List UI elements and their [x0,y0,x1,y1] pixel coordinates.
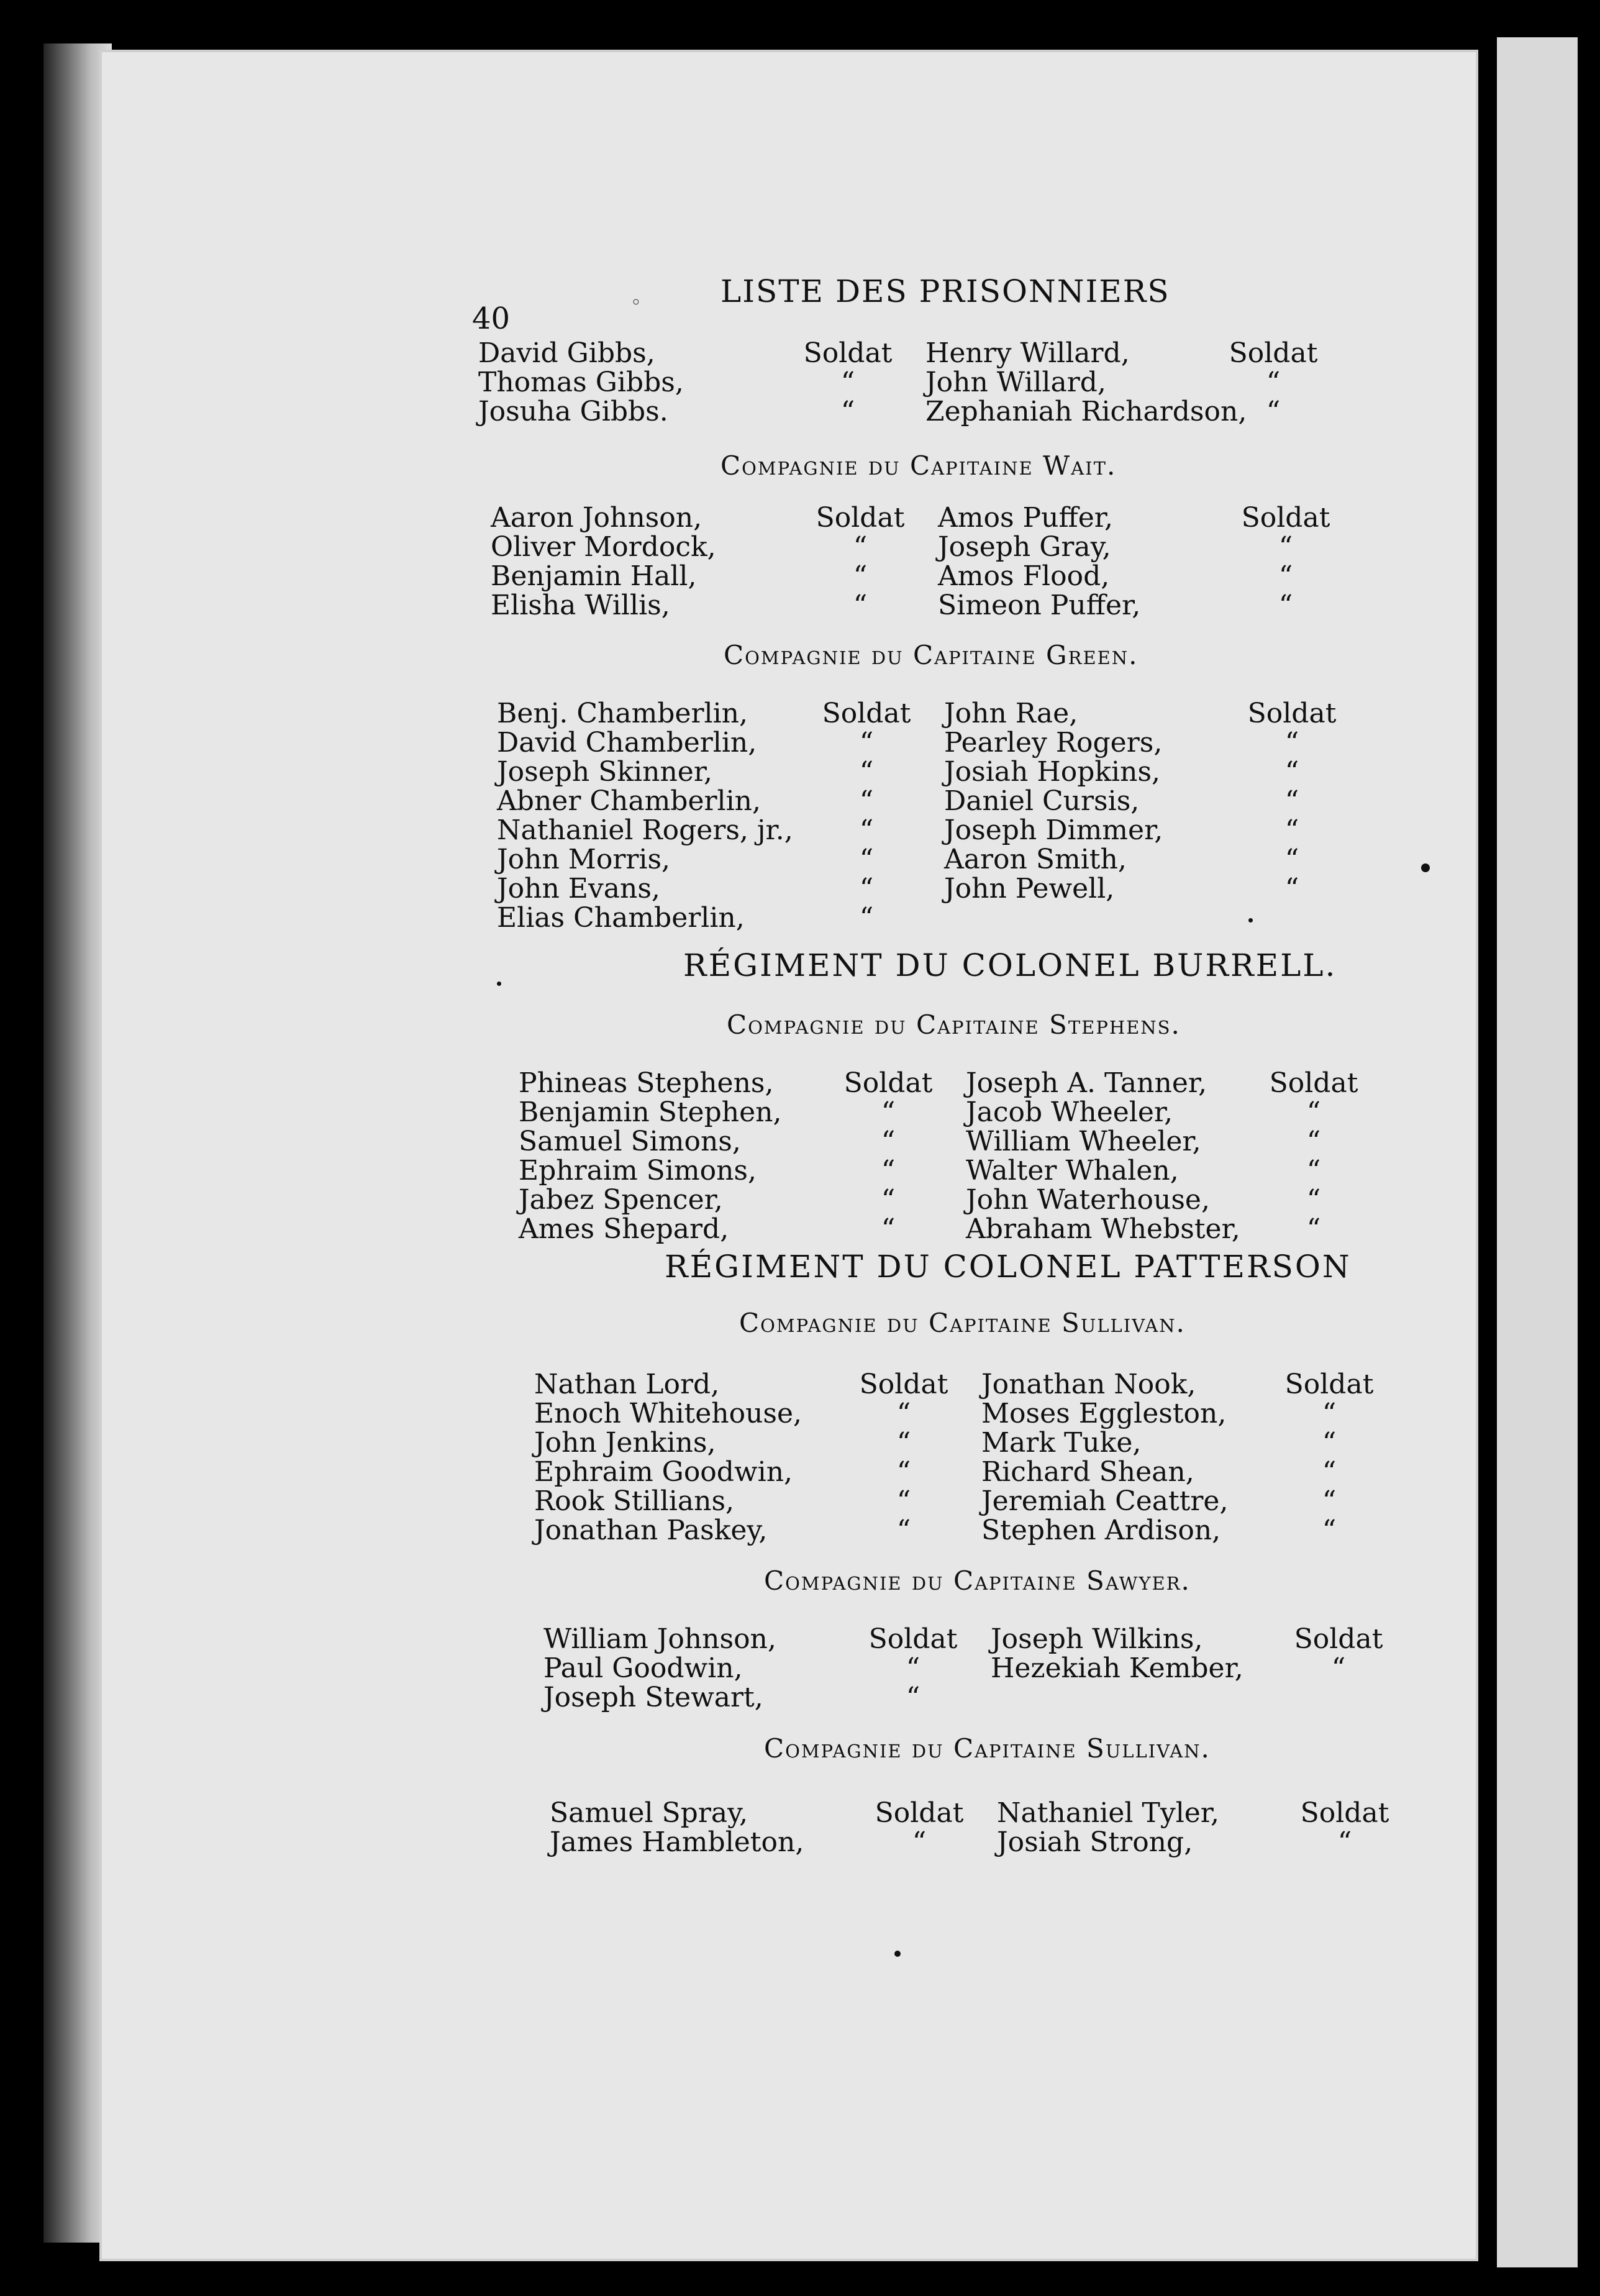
right-name: John Pewell, [944,873,1115,904]
left-rank: Soldat [859,1369,948,1400]
right-name: John Willard, [925,367,1106,398]
left-rank: “ [881,1126,896,1157]
left-name: Josuha Gibbs. [478,396,668,427]
right-name: Simeon Puffer, [938,590,1141,621]
company-heading: Compagnie du Capitaine Sullivan. [739,1308,1186,1338]
right-name: Nathaniel Tyler, [997,1797,1219,1829]
left-name: Ames Shepard, [519,1213,729,1245]
left-name: Elias Chamberlin, [497,902,745,934]
right-rank: Soldat [1294,1623,1383,1655]
company-heading: Compagnie du Capitaine Sawyer. [764,1565,1191,1596]
regiment-heading: RÉGIMENT DU COLONEL PATTERSON [665,1249,1352,1285]
right-name: Hezekiah Kember, [991,1652,1243,1684]
right-rank: Soldat [1241,502,1330,534]
right-name: Pearley Rogers, [944,727,1163,758]
left-name: Nathaniel Rogers, jr., [497,814,793,846]
left-name: Joseph Stewart, [543,1682,763,1713]
left-rank: “ [840,367,855,398]
left-name: Phineas Stephens, [519,1067,774,1099]
left-name: Aaron Johnson, [491,502,702,534]
left-rank: Soldat [868,1623,958,1655]
left-rank: “ [859,902,874,934]
left-rank: “ [881,1096,896,1128]
right-name [944,903,1230,932]
left-name: Benjamin Hall, [491,560,697,592]
left-name: Jabez Spencer, [519,1184,723,1216]
right-name: Amos Puffer, [938,502,1113,534]
right-rank: “ [1284,873,1299,904]
right-name: Abraham Whebster, [966,1213,1240,1245]
left-name: David Chamberlin, [497,727,757,758]
left-name: Samuel Simons, [519,1126,741,1157]
right-rank: “ [1284,785,1299,817]
section-2-list [497,699,1354,932]
right-rank: “ [1284,814,1299,846]
section-3-list [519,1068,1376,1244]
left-rank: “ [881,1184,896,1216]
section-0-list [478,339,1335,426]
left-name: Paul Goodwin, [543,1652,743,1684]
company-heading: Compagnie du Capitaine Sullivan. [764,1733,1211,1764]
left-rank: Soldat [843,1067,933,1099]
right-rank: “ [1322,1398,1337,1429]
left-name: Abner Chamberlin, [497,785,761,817]
right-rank: “ [1322,1427,1337,1459]
right-name: Jonathan Nook, [981,1369,1196,1400]
right-rank: “ [1322,1456,1337,1488]
right-rank [1230,903,1354,932]
right-rank: “ [1306,1126,1321,1157]
right-rank: Soldat [1284,1369,1374,1400]
left-name: Jonathan Paskey, [534,1515,768,1546]
left-name: James Hambleton, [550,1826,804,1858]
left-rank: “ [859,873,874,904]
ornament-mark: ◦ [630,292,642,314]
right-name: Joseph A. Tanner, [966,1067,1207,1099]
left-name: John Evans, [497,873,660,904]
right-name: Aaron Smith, [944,844,1127,875]
right-name: Zephaniah Richardson, [925,396,1247,427]
left-name: Thomas Gibbs, [478,367,684,398]
left-name: David Gibbs, [478,337,655,369]
left-rank: Soldat [875,1797,964,1829]
running-title: LISTE DES PRISONNIERS [720,273,1170,309]
left-name: Nathan Lord, [534,1369,720,1400]
right-rank: “ [1331,1652,1346,1684]
right-name: Joseph Gray, [938,531,1111,563]
left-rank: “ [859,844,874,875]
right-name: Walter Whalen, [966,1155,1179,1187]
left-rank: “ [881,1155,896,1187]
right-rank: Soldat [1300,1797,1389,1829]
right-name: Daniel Cursis, [944,785,1140,817]
right-rank: “ [1284,844,1299,875]
right-name: Amos Flood, [938,560,1110,592]
section-4-list [534,1370,1391,1545]
right-rank: “ [1337,1826,1352,1858]
section-6-list [550,1798,1407,1857]
right-rank: Soldat [1247,698,1337,729]
company-heading: Compagnie du Capitaine Stephens. [727,1009,1181,1040]
left-rank: “ [853,590,868,621]
left-rank: “ [853,560,868,592]
left-rank: “ [896,1398,911,1429]
left-rank: “ [906,1652,920,1684]
left-name: Joseph Skinner, [497,756,713,788]
section-1-list [491,503,1348,620]
right-rank: “ [1284,756,1299,788]
left-name: John Morris, [497,844,671,875]
left-name: Oliver Mordock, [491,531,716,563]
right-name: Josiah Strong, [997,1826,1193,1858]
right-rank: “ [1266,367,1281,398]
left-rank: “ [912,1826,927,1858]
left-rank: “ [859,814,874,846]
right-name: Jacob Wheeler, [966,1096,1173,1128]
right-name [991,1683,1276,1712]
right-rank: “ [1278,531,1293,563]
left-name: Rook Stillians, [534,1485,735,1517]
right-rank [1276,1683,1401,1712]
company-heading: Compagnie du Capitaine Wait. [720,450,1117,481]
right-rank: “ [1278,560,1293,592]
left-rank: “ [840,396,855,427]
left-name: Enoch Whitehouse, [534,1398,802,1429]
right-name: Joseph Wilkins, [991,1623,1203,1655]
left-rank: “ [896,1485,911,1517]
right-name: Josiah Hopkins, [944,756,1161,788]
left-rank: “ [896,1515,911,1546]
right-name: John Waterhouse, [966,1184,1210,1216]
scan-speck [1421,863,1430,872]
left-rank: “ [859,785,874,817]
left-name: Benj. Chamberlin, [497,698,748,729]
right-rank: Soldat [1269,1067,1358,1099]
left-rank: Soldat [822,698,911,729]
right-rank: “ [1306,1213,1321,1245]
right-name: Joseph Dimmer, [944,814,1163,846]
right-rank: “ [1306,1184,1321,1216]
left-rank: “ [859,727,874,758]
left-name: Benjamin Stephen, [519,1096,782,1128]
left-rank: Soldat [803,337,893,369]
right-rank: “ [1322,1485,1337,1517]
section-5-list [543,1624,1401,1712]
right-name: Jeremiah Ceattre, [981,1485,1229,1517]
left-rank: “ [896,1427,911,1459]
scan-speck [894,1951,901,1957]
scan-speck [1248,918,1253,922]
facing-page-edge [1497,37,1578,2267]
right-rank: Soldat [1229,337,1318,369]
right-rank: “ [1322,1515,1337,1546]
right-rank: “ [1284,727,1299,758]
right-name: Henry Willard, [925,337,1130,369]
right-rank: “ [1306,1155,1321,1187]
left-rank: “ [853,531,868,563]
right-name: Mark Tuke, [981,1427,1142,1459]
company-heading: Compagnie du Capitaine Green. [724,640,1139,670]
right-name: Richard Shean, [981,1456,1194,1488]
regiment-heading: RÉGIMENT DU COLONEL BURRELL. [683,947,1337,983]
right-name: John Rae, [944,698,1078,729]
left-name: John Jenkins, [534,1427,716,1459]
left-name: Elisha Willis, [491,590,670,621]
left-name: Samuel Spray, [550,1797,748,1829]
right-name: William Wheeler, [966,1126,1201,1157]
left-rank: Soldat [816,502,905,534]
page-number: 40 [472,301,511,336]
left-rank: “ [881,1213,896,1245]
left-rank: “ [859,756,874,788]
scan-speck [497,982,501,986]
right-rank: “ [1306,1096,1321,1128]
right-rank: “ [1266,396,1281,427]
left-rank: “ [896,1456,911,1488]
left-name: William Johnson, [543,1623,776,1655]
left-name: Ephraim Simons, [519,1155,757,1187]
right-rank: “ [1278,590,1293,621]
right-name: Stephen Ardison, [981,1515,1221,1546]
right-name: Moses Eggleston, [981,1398,1227,1429]
left-name: Ephraim Goodwin, [534,1456,793,1488]
left-rank: “ [906,1682,920,1713]
